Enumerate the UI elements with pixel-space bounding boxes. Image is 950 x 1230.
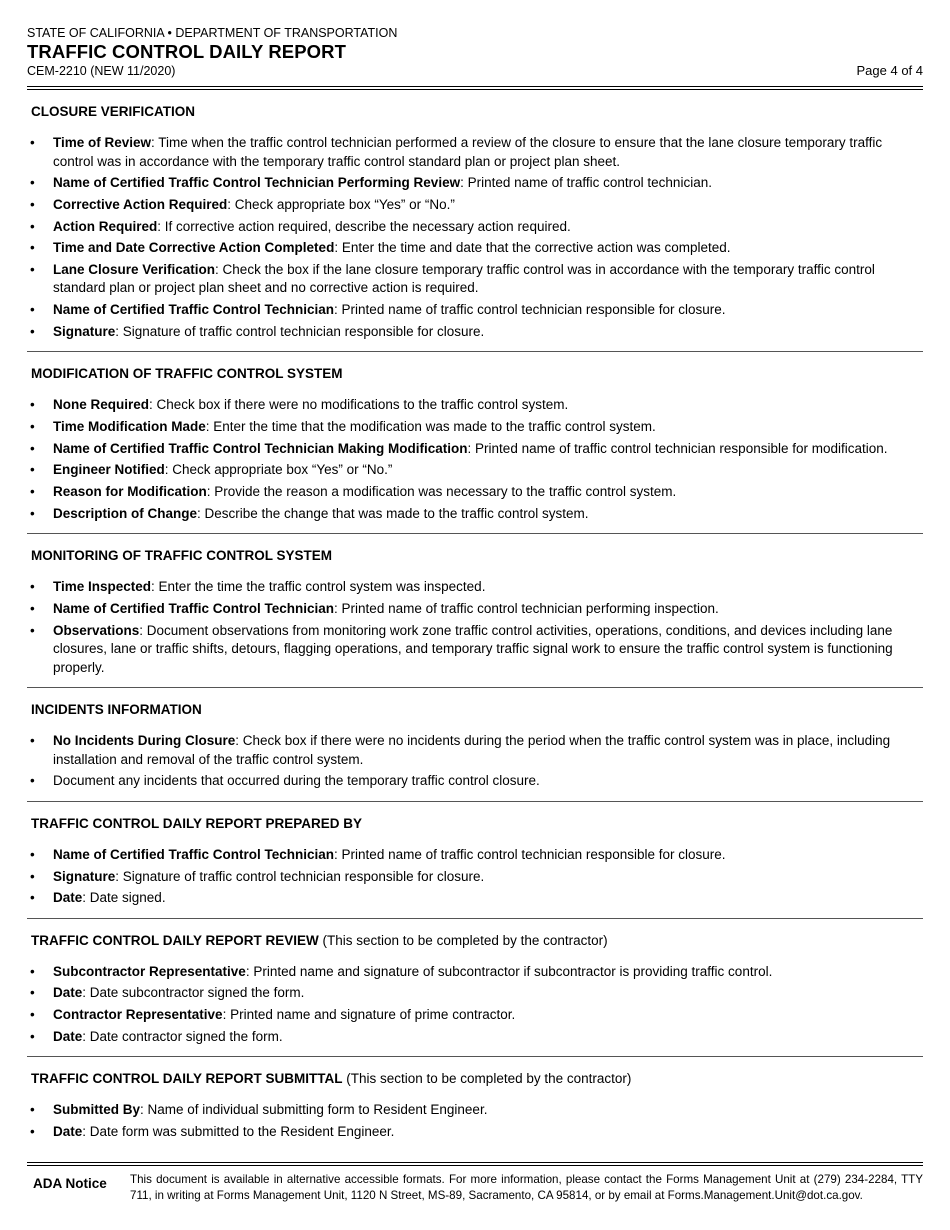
list-item [27,963,923,982]
bullet-list [27,846,923,908]
item-description: : Printed name of traffic control technician performing inspection. [334,600,719,616]
section-title-text: MONITORING OF TRAFFIC CONTROL SYSTEM [31,548,332,564]
list-item [27,134,923,171]
list-item [27,1123,923,1142]
bullet-list [27,396,923,523]
section-title [31,933,923,949]
list-item [27,1028,923,1047]
section-note: (This section to be completed by the contractor) [318,932,608,948]
item-term: Time and Date Corrective Action Completed [53,240,335,256]
item-term: Date [53,985,83,1001]
form-header [27,26,923,79]
item-description: : Name of individual submitting form to Resident Engineer. [140,1102,488,1118]
list-item [27,578,923,597]
item-term: Name of Certified Traffic Control Technician Performing Review [53,175,461,191]
section-title [31,366,923,382]
form-meta-row [27,63,923,79]
section-title-text: TRAFFIC CONTROL DAILY REPORT PREPARED BY [31,815,363,831]
item-description: : Signature of traffic control technician responsible for closure. [115,323,485,339]
section-title [31,816,923,832]
list-item [27,846,923,865]
form-title: TRAFFIC CONTROL DAILY REPORT [27,41,347,62]
header-divider [27,86,923,90]
item-term: Name of Certified Traffic Control Technician Making Modification [53,440,468,456]
item-term: Date [53,1028,83,1044]
item-term: Time Inspected [53,579,152,595]
list-item [27,1101,923,1120]
item-term: Name of Certified Traffic Control Technician [53,600,335,616]
section-title-text: TRAFFIC CONTROL DAILY REPORT REVIEW [31,932,319,948]
item-description: : Printed name of traffic control technician responsible for modification. [467,440,888,456]
item-term: Observations [53,622,140,638]
instruction-section [27,933,923,1047]
section-title [31,548,923,564]
agency-line: STATE OF CALIFORNIA • DEPARTMENT OF TRANSPORTATION [27,26,398,40]
item-description: : Check box if there were no modifications to the traffic control system. [149,397,569,413]
page-number: Page 4 of 4 [856,63,923,78]
item-term: Contractor Representative [53,1007,223,1023]
item-description: : Enter the time that the modification was made to the traffic control system. [205,419,656,434]
section-title-text: MODIFICATION OF TRAFFIC CONTROL SYSTEM [31,366,343,382]
item-term: Signature [53,323,116,339]
item-term: Date [53,1123,83,1139]
item-term: Action Required [53,218,158,234]
list-item [27,174,923,193]
list-item [27,772,923,791]
bullet-list [27,732,923,791]
list-item [27,483,923,502]
item-description: : Check box if there were no incidents during the period when the traffic control system was in place, including installation and removal of the traffic control system. [53,733,891,767]
instruction-section [27,702,923,791]
instruction-section [27,1071,923,1141]
instruction-section [27,548,923,677]
item-description: : Date form was submitted to the Resident Engineer. [82,1123,395,1139]
ada-notice-text: This document is available in alternative accessible formats. For more information, please contact the Forms Management Unit at (279) 234-2284, TTY 711, in writing at Forms Management Unit, 1120 N Street, MS-89, Sacramento, CA 95814, or by email at Forms.Management.Unit@dot.ca.gov. [130,1173,923,1202]
instructions-content [27,104,923,1145]
list-item [27,239,923,258]
list-item [27,984,923,1003]
section-divider [27,1056,923,1057]
item-description: : Date contractor signed the form. [82,1028,283,1044]
section-title [31,104,923,120]
item-description: : If corrective action required, describe the necessary action required. [157,218,571,234]
item-description: : Printed name of traffic control technician. [460,175,712,191]
list-item [27,301,923,320]
bullet-list [27,1101,923,1141]
list-item [27,732,923,769]
item-term: Description of Change [53,505,198,521]
item-term: Lane Closure Verification [53,261,216,277]
bullet-list [27,963,923,1047]
instruction-section [27,816,923,908]
list-item [27,196,923,215]
item-term: None Required [53,397,150,413]
section-divider [27,351,923,352]
item-term: Corrective Action Required [53,196,228,212]
item-term: Date [53,890,83,906]
list-item [27,461,923,480]
item-description: : Printed name and signature of subcontractor if subcontractor is providing traffic control. [245,963,773,979]
item-description: : Enter the time and date that the corrective action was completed. [334,240,731,256]
section-title [31,702,923,718]
list-item [27,505,923,524]
list-item [27,889,923,908]
item-term: Time of Review [53,135,152,150]
item-description: : Time when the traffic control technician performed a review of the closure to ensure that the lane closure temporary traffic control was in accordance with the temporary traffic control standard plan or project plan sheet. [53,135,883,169]
bullet-list [27,578,923,677]
section-title-text: CLOSURE VERIFICATION [31,104,196,119]
section-divider [27,533,923,534]
item-description: Document any incidents that occurred during the temporary traffic control closure. [53,773,540,789]
item-term: Name of Certified Traffic Control Technician [53,846,335,862]
item-term: Subcontractor Representative [53,963,246,979]
item-description: : Printed name of traffic control technician responsible for closure. [334,846,726,862]
bullet-list [27,134,923,341]
list-item [27,868,923,887]
section-title-text: TRAFFIC CONTROL DAILY REPORT SUBMITTAL [31,1071,343,1087]
list-item [27,218,923,237]
item-description: : Provide the reason a modification was necessary to the traffic control system. [206,484,677,500]
list-item [27,1006,923,1025]
section-divider [27,918,923,919]
item-term: No Incidents During Closure [53,733,236,749]
ada-notice-label: ADA Notice [33,1176,107,1191]
item-description: : Date subcontractor signed the form. [82,985,305,1001]
list-item [27,622,923,678]
list-item [27,323,923,342]
item-description: : Printed name and signature of prime contractor. [222,1007,516,1023]
section-title-text: INCIDENTS INFORMATION [31,702,202,718]
section-divider [27,801,923,802]
list-item [27,440,923,459]
section-title [31,1071,923,1087]
section-divider [27,687,923,688]
item-description: : Describe the change that was made to the traffic control system. [197,505,589,521]
item-description: : Enter the time the traffic control system was inspected. [151,579,486,595]
item-term: Submitted By [53,1102,141,1118]
instruction-section [27,104,923,341]
item-description: : Date signed. [82,890,166,906]
form-number: CEM-2210 (NEW 11/2020) [27,64,176,78]
item-term: Engineer Notified [53,462,165,478]
item-description: : Document observations from monitoring work zone traffic control activities, operations, conditions, and devices including lane closures, lane or traffic shifts, detours, flagging operations, and temporary traffic signal work to ensure the traffic control system is functioning properly. [53,622,893,675]
ada-notice [27,1172,923,1203]
item-description: : Check appropriate box “Yes” or “No.” [164,462,393,478]
list-item [27,418,923,437]
item-term: Name of Certified Traffic Control Technician [53,302,335,318]
list-item [27,396,923,415]
section-note: (This section to be completed by the contractor) [342,1071,632,1087]
list-item [27,261,923,298]
item-description: : Check appropriate box “Yes” or “No.” [227,196,455,212]
item-description: : Signature of traffic control technician responsible for closure. [115,868,485,884]
item-description: : Printed name of traffic control technician responsible for closure. [334,302,726,318]
item-term: Time Modification Made [53,419,206,434]
item-term: Signature [53,868,116,884]
item-description: : Check the box if the lane closure temporary traffic control was in accordance with the temporary traffic control standard plan or project plan sheet and no corrective action is required. [53,261,875,296]
footer-divider [27,1162,923,1166]
list-item [27,600,923,619]
instruction-section [27,366,923,523]
item-term: Reason for Modification [53,484,207,500]
